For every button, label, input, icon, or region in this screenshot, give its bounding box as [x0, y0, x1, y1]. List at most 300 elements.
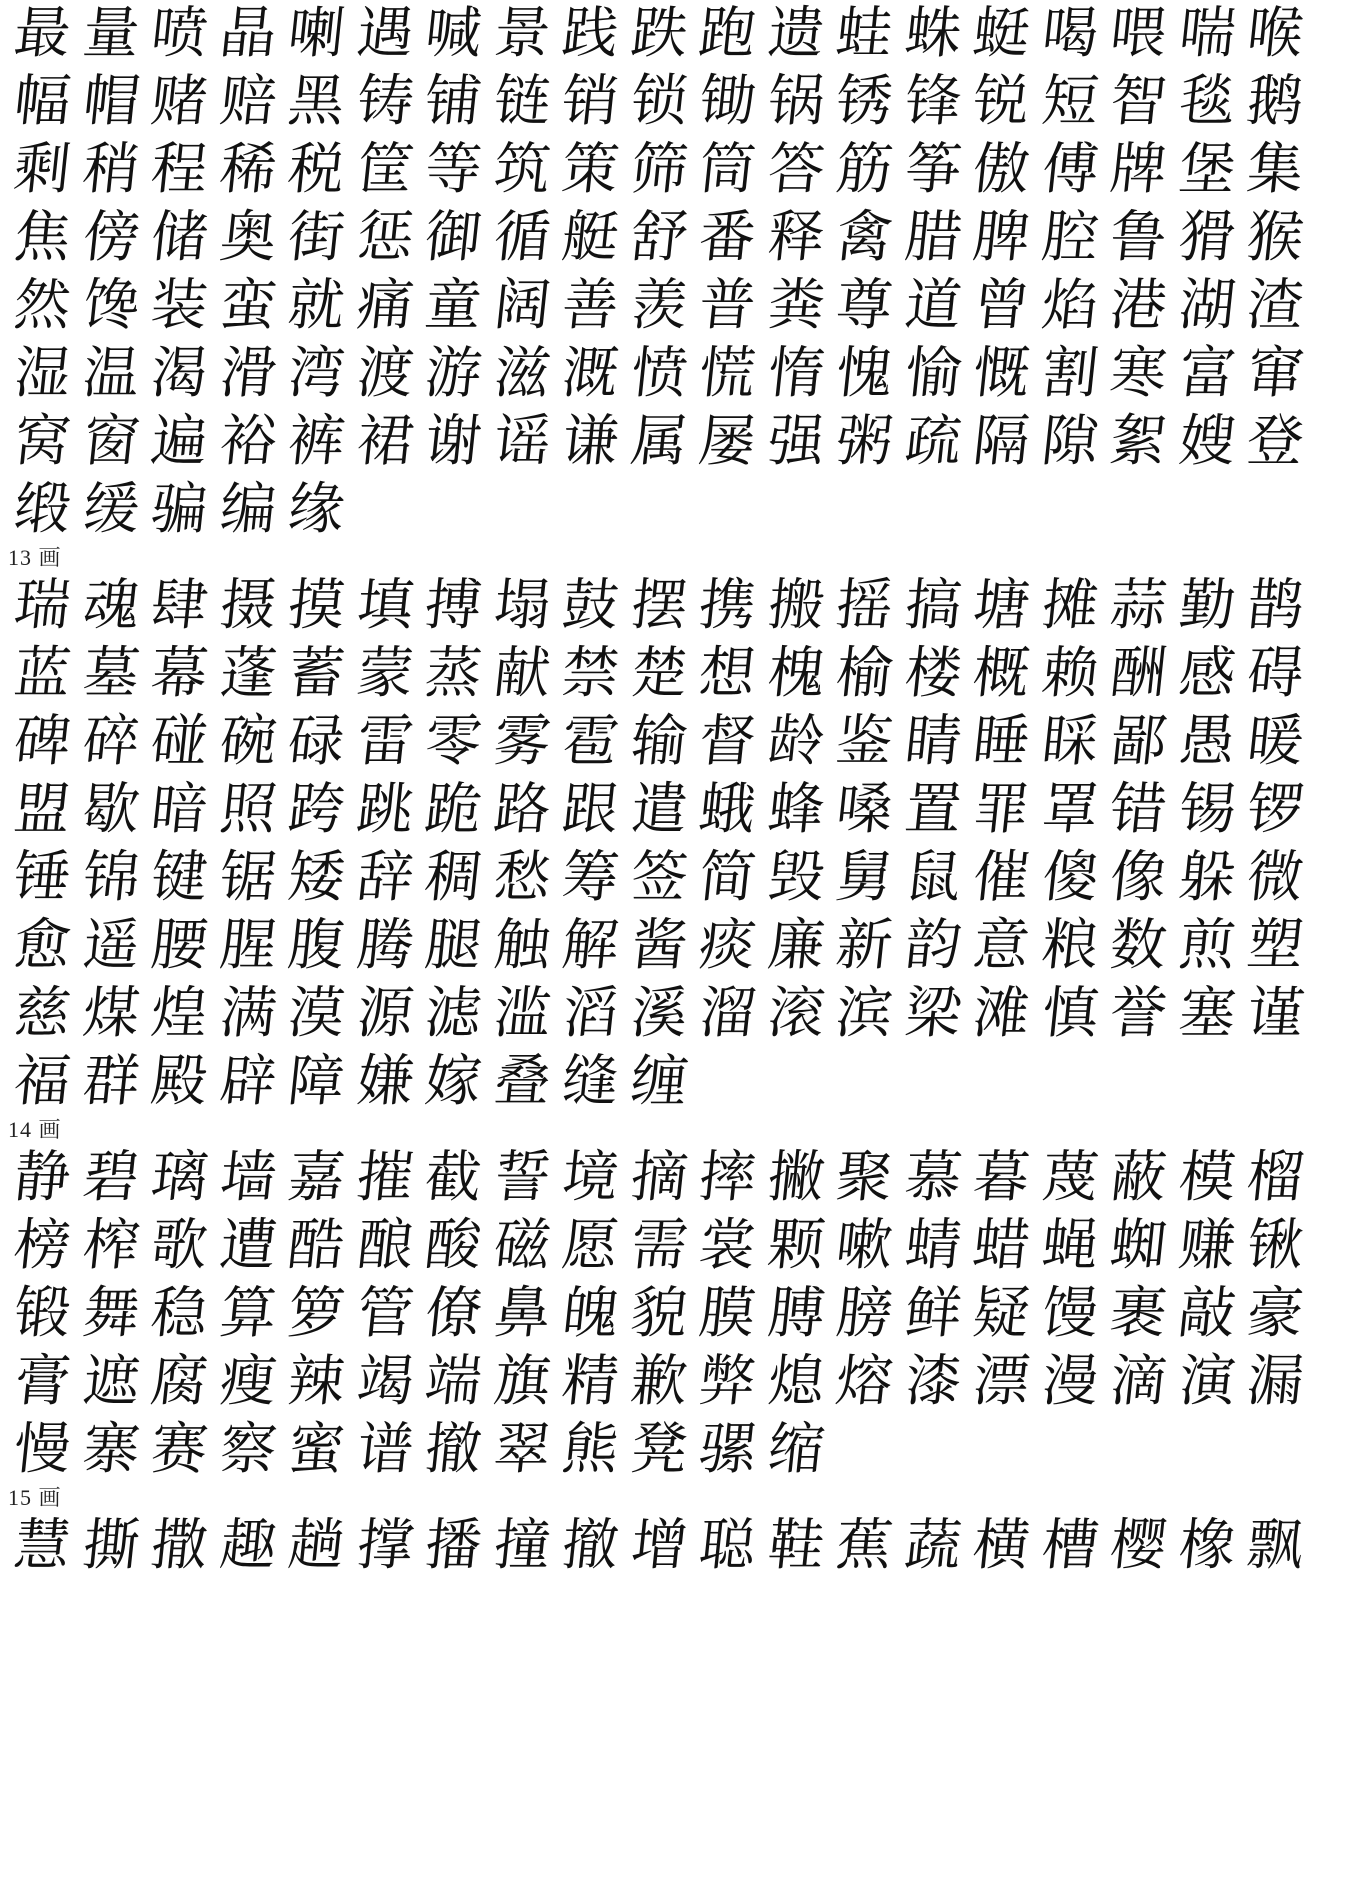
hanzi-character: 漏: [1243, 1349, 1307, 1414]
hanzi-character: 脾: [969, 205, 1033, 270]
hanzi-character: 谨: [1243, 981, 1307, 1046]
hanzi-character: 聚: [832, 1145, 896, 1210]
hanzi-character: 筝: [901, 137, 965, 202]
hanzi-character: 愈: [10, 913, 74, 978]
character-row: [0, 776, 1366, 844]
hanzi-character: 愚: [1175, 709, 1239, 774]
hanzi-character: 漫: [1038, 1349, 1102, 1414]
hanzi-character: 慎: [1038, 981, 1102, 1046]
hanzi-character: 游: [421, 341, 485, 406]
hanzi-character: 腐: [147, 1349, 211, 1414]
hanzi-character: 集: [1243, 137, 1307, 202]
hanzi-character: 嗓: [832, 777, 896, 842]
hanzi-character: 絮: [1106, 409, 1170, 474]
hanzi-character: 猾: [1175, 205, 1239, 270]
hanzi-character: 触: [490, 913, 554, 978]
hanzi-character: 惰: [764, 341, 828, 406]
hanzi-character: 竭: [353, 1349, 417, 1414]
hanzi-character: 慕: [901, 1145, 965, 1210]
hanzi-character: 模: [1175, 1145, 1239, 1210]
hanzi-character: 铸: [353, 69, 417, 134]
hanzi-character: 幅: [10, 69, 74, 134]
hanzi-character: 慈: [10, 981, 74, 1046]
hanzi-character: 遥: [79, 913, 143, 978]
hanzi-character: 蓬: [216, 641, 280, 706]
character-row: [0, 204, 1366, 272]
hanzi-character: 遮: [79, 1349, 143, 1414]
hanzi-character: 黑: [284, 69, 348, 134]
hanzi-character: 路: [490, 777, 554, 842]
hanzi-character: 缩: [764, 1417, 828, 1482]
hanzi-character: 喊: [421, 1, 485, 66]
hanzi-character: 遭: [216, 1213, 280, 1278]
hanzi-character: 塌: [490, 573, 554, 638]
hanzi-character: 鞋: [764, 1513, 828, 1578]
hanzi-character: 湿: [10, 341, 74, 406]
hanzi-character: 歇: [79, 777, 143, 842]
hanzi-character: 熄: [764, 1349, 828, 1414]
hanzi-character: 腔: [1038, 205, 1102, 270]
hanzi-character: 撞: [490, 1513, 554, 1578]
hanzi-character: 熔: [832, 1349, 896, 1414]
hanzi-character: 嫂: [1175, 409, 1239, 474]
hanzi-character: 携: [695, 573, 759, 638]
hanzi-character: 缎: [10, 477, 74, 542]
hanzi-character: 窝: [10, 409, 74, 474]
hanzi-character: 阔: [490, 273, 554, 338]
hanzi-character: 酱: [627, 913, 691, 978]
stroke-section: [0, 0, 1366, 544]
hanzi-character: 福: [10, 1049, 74, 1114]
hanzi-character: 赛: [147, 1417, 211, 1482]
hanzi-character: 膀: [832, 1281, 896, 1346]
hanzi-character: 践: [558, 1, 622, 66]
hanzi-character: 富: [1175, 341, 1239, 406]
hanzi-character: 演: [1175, 1349, 1239, 1414]
hanzi-character: 撤: [558, 1513, 622, 1578]
hanzi-character: 喝: [1038, 1, 1102, 66]
hanzi-character: 疑: [969, 1281, 1033, 1346]
hanzi-character: 槽: [1038, 1513, 1102, 1578]
hanzi-character: 摘: [627, 1145, 691, 1210]
hanzi-character: 罪: [969, 777, 1033, 842]
hanzi-character: 跨: [284, 777, 348, 842]
hanzi-character: 愁: [490, 845, 554, 910]
hanzi-character: 碗: [216, 709, 280, 774]
hanzi-character: 滤: [421, 981, 485, 1046]
hanzi-character: 貌: [627, 1281, 691, 1346]
hanzi-character: 就: [284, 273, 348, 338]
character-row: [0, 1212, 1366, 1280]
hanzi-character: 毯: [1175, 69, 1239, 134]
hanzi-character: 嫌: [353, 1049, 417, 1114]
hanzi-character: 筹: [558, 845, 622, 910]
hanzi-character: 滩: [969, 981, 1033, 1046]
hanzi-character: 漂: [969, 1349, 1033, 1414]
hanzi-character: 跑: [695, 1, 759, 66]
character-row: [0, 1348, 1366, 1416]
hanzi-character: 蜡: [969, 1213, 1033, 1278]
hanzi-character: 零: [421, 709, 485, 774]
hanzi-character: 鲁: [1106, 205, 1170, 270]
hanzi-character: 罩: [1038, 777, 1102, 842]
hanzi-character: 新: [832, 913, 896, 978]
hanzi-character: 蛙: [832, 1, 896, 66]
hanzi-character: 强: [764, 409, 828, 474]
hanzi-character: 意: [969, 913, 1033, 978]
hanzi-character: 璃: [147, 1145, 211, 1210]
hanzi-character: 酿: [353, 1213, 417, 1278]
hanzi-character: 磁: [490, 1213, 554, 1278]
hanzi-character: 寨: [79, 1417, 143, 1482]
hanzi-character: 屡: [695, 409, 759, 474]
hanzi-character: 填: [353, 573, 417, 638]
hanzi-character: 滚: [764, 981, 828, 1046]
hanzi-character: 瘦: [216, 1349, 280, 1414]
hanzi-character: 锄: [695, 69, 759, 134]
hanzi-character: 聪: [695, 1513, 759, 1578]
hanzi-character: 愿: [558, 1213, 622, 1278]
hanzi-character: 禽: [832, 205, 896, 270]
hanzi-character: 帽: [79, 69, 143, 134]
hanzi-character: 尊: [832, 273, 896, 338]
hanzi-character: 属: [627, 409, 691, 474]
hanzi-character: 隙: [1038, 409, 1102, 474]
hanzi-character: 蔑: [1038, 1145, 1102, 1210]
hanzi-character: 锐: [969, 69, 1033, 134]
hanzi-character: 煎: [1175, 913, 1239, 978]
hanzi-character: 筐: [353, 137, 417, 202]
hanzi-character: 释: [764, 205, 828, 270]
hanzi-character: 暮: [969, 1145, 1033, 1210]
hanzi-character: 傅: [1038, 137, 1102, 202]
hanzi-character: 粪: [764, 273, 828, 338]
hanzi-character: 粮: [1038, 913, 1102, 978]
hanzi-character: 幕: [147, 641, 211, 706]
hanzi-character: 港: [1106, 273, 1170, 338]
character-row: [0, 1144, 1366, 1212]
hanzi-character: 链: [490, 69, 554, 134]
hanzi-character: 湖: [1175, 273, 1239, 338]
hanzi-character: 渴: [147, 341, 211, 406]
hanzi-character: 筛: [627, 137, 691, 202]
character-row: [0, 640, 1366, 708]
hanzi-character: 煤: [79, 981, 143, 1046]
hanzi-character: 蜻: [901, 1213, 965, 1278]
hanzi-character: 辟: [216, 1049, 280, 1114]
hanzi-character: 蜂: [764, 777, 828, 842]
hanzi-character: 曾: [969, 273, 1033, 338]
hanzi-character: 愉: [901, 341, 965, 406]
hanzi-character: 跳: [353, 777, 417, 842]
hanzi-character: 塑: [1243, 913, 1307, 978]
hanzi-character: 漆: [901, 1349, 965, 1414]
hanzi-character: 雾: [490, 709, 554, 774]
hanzi-character: 腊: [901, 205, 965, 270]
hanzi-character: 简: [695, 845, 759, 910]
hanzi-character: 魄: [558, 1281, 622, 1346]
hanzi-character: 湾: [284, 341, 348, 406]
hanzi-character: 跟: [558, 777, 622, 842]
hanzi-character: 摄: [216, 573, 280, 638]
hanzi-character: 锤: [10, 845, 74, 910]
hanzi-character: 稍: [79, 137, 143, 202]
hanzi-character: 艇: [558, 205, 622, 270]
hanzi-character: 慢: [10, 1417, 74, 1482]
hanzi-character: 雷: [353, 709, 417, 774]
hanzi-character: 榨: [79, 1213, 143, 1278]
hanzi-character: 锋: [901, 69, 965, 134]
hanzi-character: 管: [353, 1281, 417, 1346]
hanzi-character: 数: [1106, 913, 1170, 978]
hanzi-character: 微: [1243, 845, 1307, 910]
hanzi-character: 嘉: [284, 1145, 348, 1210]
hanzi-character: 滨: [832, 981, 896, 1046]
hanzi-character: 搏: [421, 573, 485, 638]
hanzi-character: 毁: [764, 845, 828, 910]
hanzi-character: 键: [147, 845, 211, 910]
hanzi-character: 税: [284, 137, 348, 202]
hanzi-character: 猴: [1243, 205, 1307, 270]
hanzi-character: 榆: [832, 641, 896, 706]
hanzi-character: 喉: [1243, 1, 1307, 66]
hanzi-character: 蒸: [421, 641, 485, 706]
hanzi-character: 慨: [969, 341, 1033, 406]
hanzi-character: 焰: [1038, 273, 1102, 338]
hanzi-character: 酬: [1106, 641, 1170, 706]
hanzi-character: 循: [490, 205, 554, 270]
hanzi-character: 蒙: [353, 641, 417, 706]
hanzi-character: 槐: [764, 641, 828, 706]
hanzi-character: 翠: [490, 1417, 554, 1482]
character-row: [0, 136, 1366, 204]
hanzi-character: 静: [10, 1145, 74, 1210]
hanzi-character: 塞: [1175, 981, 1239, 1046]
hanzi-character: 馒: [1038, 1281, 1102, 1346]
hanzi-character: 谦: [558, 409, 622, 474]
hanzi-character: 稀: [216, 137, 280, 202]
hanzi-character: 溪: [627, 981, 691, 1046]
hanzi-character: 摧: [353, 1145, 417, 1210]
hanzi-character: 渡: [353, 341, 417, 406]
hanzi-character: 盟: [10, 777, 74, 842]
hanzi-character: 赌: [147, 69, 211, 134]
hanzi-character: 编: [216, 477, 280, 542]
hanzi-character: 舅: [832, 845, 896, 910]
character-row: [0, 68, 1366, 136]
hanzi-character: 解: [558, 913, 622, 978]
hanzi-character: 遣: [627, 777, 691, 842]
hanzi-character: 腰: [147, 913, 211, 978]
hanzi-character: 端: [421, 1349, 485, 1414]
hanzi-character: 摔: [695, 1145, 759, 1210]
hanzi-character: 摇: [832, 573, 896, 638]
hanzi-character: 想: [695, 641, 759, 706]
hanzi-character: 锣: [1243, 777, 1307, 842]
hanzi-character: 歉: [627, 1349, 691, 1414]
hanzi-character: 膏: [10, 1349, 74, 1414]
hanzi-character: 像: [1106, 845, 1170, 910]
hanzi-character: 骗: [147, 477, 211, 542]
hanzi-character: 满: [216, 981, 280, 1046]
hanzi-character: 献: [490, 641, 554, 706]
hanzi-character: 群: [79, 1049, 143, 1114]
hanzi-character: 督: [695, 709, 759, 774]
hanzi-character: 蓄: [284, 641, 348, 706]
stroke-section: [0, 1116, 1366, 1484]
hanzi-character: 善: [558, 273, 622, 338]
hanzi-character: 摆: [627, 573, 691, 638]
hanzi-character: 缠: [627, 1049, 691, 1114]
character-row: [0, 572, 1366, 640]
hanzi-character: 登: [1243, 409, 1307, 474]
hanzi-character: 喇: [284, 1, 348, 66]
hanzi-character: 喷: [147, 1, 211, 66]
hanzi-character: 锹: [1243, 1213, 1307, 1278]
hanzi-character: 赚: [1175, 1213, 1239, 1278]
hanzi-character: 腹: [284, 913, 348, 978]
hanzi-character: 鄙: [1106, 709, 1170, 774]
hanzi-character: 腥: [216, 913, 280, 978]
hanzi-character: 摸: [284, 573, 348, 638]
hanzi-character: 魂: [79, 573, 143, 638]
hanzi-character: 蝇: [1038, 1213, 1102, 1278]
hanzi-character: 堡: [1175, 137, 1239, 202]
character-row: [0, 1512, 1366, 1580]
hanzi-character: 量: [79, 1, 143, 66]
hanzi-character: 敲: [1175, 1281, 1239, 1346]
hanzi-character: 窜: [1243, 341, 1307, 406]
hanzi-character: 街: [284, 205, 348, 270]
hanzi-character: 番: [695, 205, 759, 270]
hanzi-character: 凳: [627, 1417, 691, 1482]
hanzi-character: 誓: [490, 1145, 554, 1210]
hanzi-character: 蛾: [695, 777, 759, 842]
hanzi-character: 撑: [353, 1513, 417, 1578]
hanzi-character: 裕: [216, 409, 280, 474]
stroke-section: [0, 1484, 1366, 1580]
hanzi-character: 景: [490, 1, 554, 66]
hanzi-character: 旗: [490, 1349, 554, 1414]
hanzi-character: 酷: [284, 1213, 348, 1278]
hanzi-character: 增: [627, 1513, 691, 1578]
hanzi-character: 等: [421, 137, 485, 202]
hanzi-character: 渣: [1243, 273, 1307, 338]
hanzi-character: 颗: [764, 1213, 828, 1278]
hanzi-character: 禁: [558, 641, 622, 706]
hanzi-character: 裙: [353, 409, 417, 474]
hanzi-character: 膜: [695, 1281, 759, 1346]
hanzi-character: 跌: [627, 1, 691, 66]
hanzi-character: 榴: [1243, 1145, 1307, 1210]
hanzi-character: 疏: [901, 409, 965, 474]
hanzi-character: 塘: [969, 573, 1033, 638]
hanzi-character: 筒: [695, 137, 759, 202]
section-heading: 15 画: [8, 1485, 62, 1510]
hanzi-character: 愤: [627, 341, 691, 406]
hanzi-character: 然: [10, 273, 74, 338]
hanzi-character: 撇: [764, 1145, 828, 1210]
hanzi-character: 慌: [695, 341, 759, 406]
hanzi-character: 蒜: [1106, 573, 1170, 638]
hanzi-character: 蔽: [1106, 1145, 1170, 1210]
hanzi-character: 概: [969, 641, 1033, 706]
hanzi-character: 催: [969, 845, 1033, 910]
hanzi-character: 精: [558, 1349, 622, 1414]
hanzi-character: 趣: [216, 1513, 280, 1578]
hanzi-character: 智: [1106, 69, 1170, 134]
hanzi-character: 装: [147, 273, 211, 338]
hanzi-character: 筋: [832, 137, 896, 202]
character-row: [0, 844, 1366, 912]
hanzi-character: 滋: [490, 341, 554, 406]
hanzi-character: 锅: [764, 69, 828, 134]
hanzi-character: 傍: [79, 205, 143, 270]
hanzi-character: 锦: [79, 845, 143, 910]
hanzi-character: 熊: [558, 1417, 622, 1482]
hanzi-character: 裤: [284, 409, 348, 474]
hanzi-character: 程: [147, 137, 211, 202]
hanzi-character: 骡: [695, 1417, 759, 1482]
hanzi-character: 榜: [10, 1213, 74, 1278]
hanzi-character: 嫁: [421, 1049, 485, 1114]
hanzi-character: 牌: [1106, 137, 1170, 202]
hanzi-character: 肆: [147, 573, 211, 638]
hanzi-character: 傻: [1038, 845, 1102, 910]
hanzi-character: 播: [421, 1513, 485, 1578]
hanzi-character: 趟: [284, 1513, 348, 1578]
hanzi-character: 稳: [147, 1281, 211, 1346]
hanzi-character: 碎: [79, 709, 143, 774]
character-row: [0, 912, 1366, 980]
hanzi-character: 谢: [421, 409, 485, 474]
hanzi-character: 瑞: [10, 573, 74, 638]
hanzi-character: 睛: [901, 709, 965, 774]
hanzi-character: 矮: [284, 845, 348, 910]
hanzi-character: 最: [10, 1, 74, 66]
hanzi-character: 温: [79, 341, 143, 406]
hanzi-character: 痰: [695, 913, 759, 978]
hanzi-character: 算: [216, 1281, 280, 1346]
hanzi-character: 睡: [969, 709, 1033, 774]
hanzi-character: 需: [627, 1213, 691, 1278]
hanzi-character: 弊: [695, 1349, 759, 1414]
hanzi-character: 滥: [490, 981, 554, 1046]
hanzi-character: 歌: [147, 1213, 211, 1278]
hanzi-character: 障: [284, 1049, 348, 1114]
hanzi-character: 摊: [1038, 573, 1102, 638]
hanzi-character: 谣: [490, 409, 554, 474]
hanzi-character: 碍: [1243, 641, 1307, 706]
hanzi-character: 梁: [901, 981, 965, 1046]
hanzi-character: 御: [421, 205, 485, 270]
hanzi-character: 豪: [1243, 1281, 1307, 1346]
hanzi-character: 鼓: [558, 573, 622, 638]
hanzi-character: 腿: [421, 913, 485, 978]
hanzi-character: 墓: [79, 641, 143, 706]
hanzi-character: 滴: [1106, 1349, 1170, 1414]
hanzi-character: 晶: [216, 1, 280, 66]
hanzi-character: 储: [147, 205, 211, 270]
hanzi-character: 溜: [695, 981, 759, 1046]
hanzi-character: 遇: [353, 1, 417, 66]
hanzi-character: 蜜: [284, 1417, 348, 1482]
hanzi-character: 搞: [901, 573, 965, 638]
hanzi-character: 蕉: [832, 1513, 896, 1578]
hanzi-character: 舒: [627, 205, 691, 270]
hanzi-character: 羡: [627, 273, 691, 338]
hanzi-character: 赔: [216, 69, 280, 134]
